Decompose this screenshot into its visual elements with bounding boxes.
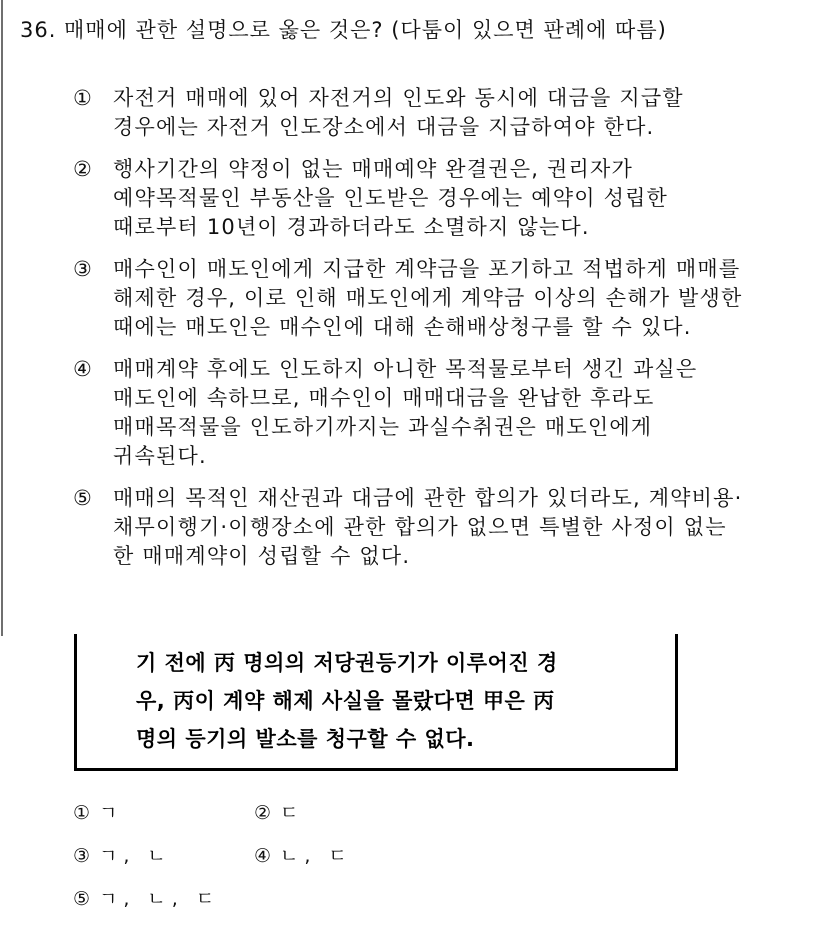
option-marker: ③ bbox=[73, 257, 94, 281]
answer-marker: ③ bbox=[73, 845, 91, 867]
answer-choice-4[interactable] bbox=[254, 840, 434, 883]
question-36 bbox=[20, 16, 760, 45]
answer-choices bbox=[46, 797, 646, 926]
option-2[interactable] bbox=[73, 155, 753, 242]
statement-box-text bbox=[136, 644, 676, 758]
answer-text: ㄷ bbox=[280, 802, 305, 824]
answer-marker: ② bbox=[254, 802, 272, 824]
question-number: 36. bbox=[20, 18, 57, 42]
answer-text: ㄱ, ㄴ, ㄷ bbox=[99, 888, 221, 910]
answer-row bbox=[46, 797, 646, 840]
statement-line: 우, 丙이 계약 해제 사실을 몰랐다면 甲은 丙 bbox=[136, 689, 555, 713]
page-left-rule bbox=[1, 0, 3, 636]
question-stem bbox=[20, 16, 760, 45]
option-marker: ④ bbox=[73, 357, 94, 381]
statement-line: 기 전에 丙 명의의 저당권등기가 이루어진 경 bbox=[136, 651, 558, 675]
answer-text: ㄱ, ㄴ bbox=[99, 845, 172, 867]
answer-marker: ① bbox=[73, 802, 91, 824]
option-1[interactable] bbox=[73, 84, 753, 142]
option-marker: ⑤ bbox=[73, 486, 94, 510]
option-text: 매매계약 후에도 인도하지 아니한 목적물로부터 생긴 과실은 매도인에 속하므로, 매수인이 매매대금을 완납한 후라도 매매목적물을 인도하기까지는 과실수취권은 매도인에게 귀속된다. bbox=[113, 357, 698, 468]
option-marker: ① bbox=[73, 86, 94, 110]
answer-text: ㄱ bbox=[99, 802, 124, 824]
answer-row bbox=[46, 883, 646, 926]
option-text: 매매의 목적인 재산권과 대금에 관한 합의가 있더라도, 계약비용·채무이행기·이행장소에 관한 합의가 없으면 특별한 사정이 없는 한 매매계약이 성립할 수 없다. bbox=[113, 486, 743, 568]
option-text: 행사기간의 약정이 없는 매매예약 완결권은, 권리자가 예약목적물인 부동산을 인도받은 경우에는 예약이 성립한 때로부터 10년이 경과하더라도 소멸하지 않는다. bbox=[113, 157, 669, 239]
option-marker: ② bbox=[73, 157, 94, 181]
answer-text: ㄴ, ㄷ bbox=[280, 845, 353, 867]
question-text: 매매에 관한 설명으로 옳은 것은? (다툼이 있으면 판례에 따름) bbox=[64, 18, 667, 42]
answer-marker: ④ bbox=[254, 845, 272, 867]
answer-choice-3[interactable] bbox=[73, 840, 254, 883]
statement-box bbox=[74, 634, 678, 771]
answer-marker: ⑤ bbox=[73, 888, 91, 910]
option-3[interactable] bbox=[73, 255, 753, 342]
option-4[interactable] bbox=[73, 355, 753, 471]
statement-line: 명의 등기의 발소를 청구할 수 없다. bbox=[136, 727, 475, 751]
option-text: 매수인이 매도인에게 지급한 계약금을 포기하고 적법하게 매매를 해제한 경우, 이로 인해 매도인에게 계약금 이상의 손해가 발생한 때에는 매도인은 매수인에 대해 손해배상청구를 할 수 있다. bbox=[113, 257, 743, 339]
option-list bbox=[73, 84, 753, 584]
answer-choice-2[interactable] bbox=[254, 797, 434, 840]
option-5[interactable] bbox=[73, 484, 753, 571]
answer-choice-1[interactable] bbox=[73, 797, 254, 840]
option-text: 자전거 매매에 있어 자전거의 인도와 동시에 대금을 지급할 경우에는 자전거 인도장소에서 대금을 지급하여야 한다. bbox=[113, 86, 684, 139]
answer-row bbox=[46, 840, 646, 883]
answer-choice-5[interactable] bbox=[73, 883, 373, 926]
